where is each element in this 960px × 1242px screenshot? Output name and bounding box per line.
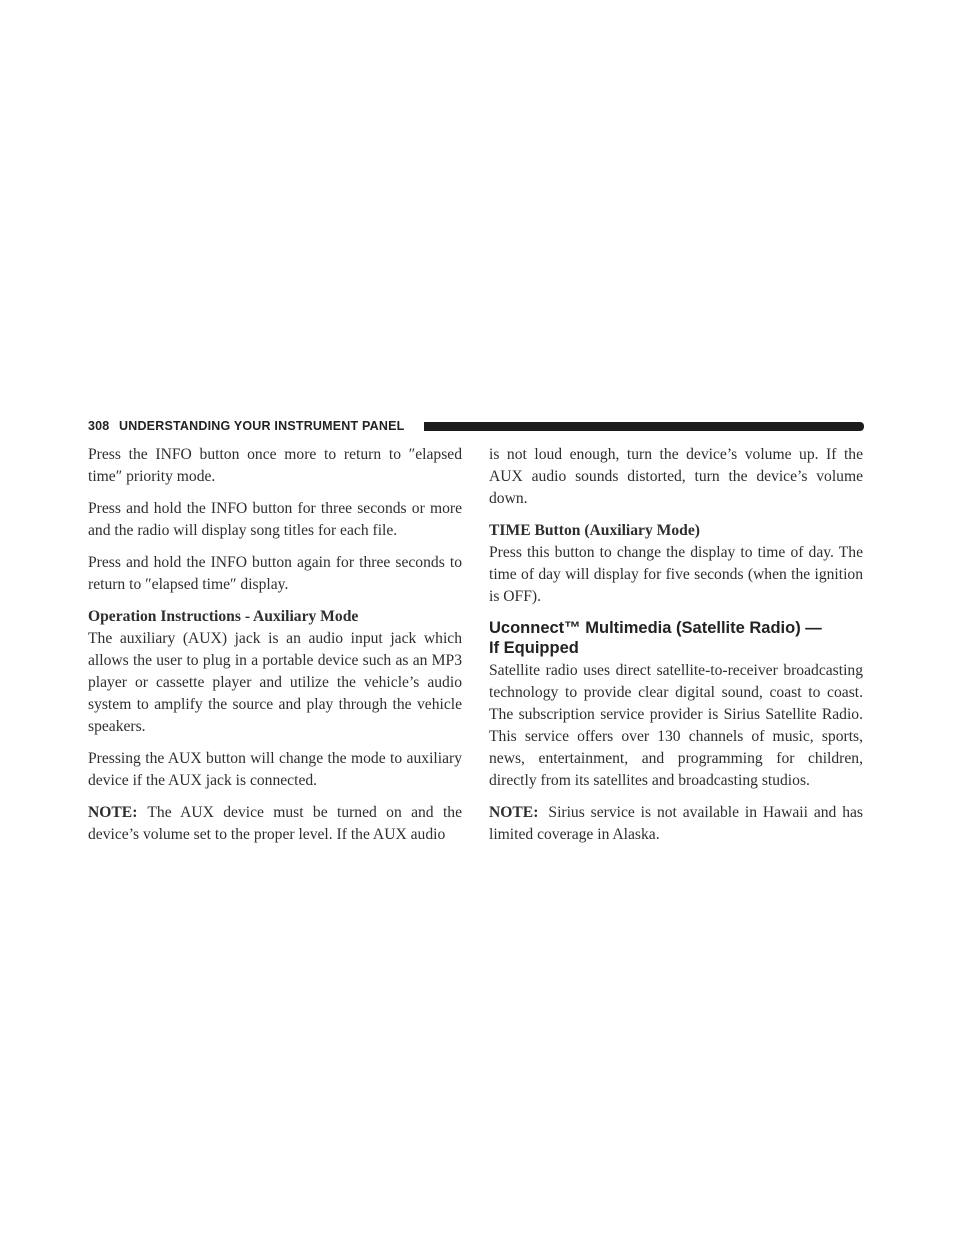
section-heading-line1: Uconnect™ Multimedia (Satellite Radio) —: [489, 619, 822, 637]
left-column: [88, 444, 462, 856]
paragraph: Pressing the AUX button will change the mode to auxiliary device if the AUX jack is connected.: [88, 750, 462, 789]
subheading-aux-mode: Operation Instructions - Auxiliary Mode: [88, 608, 359, 625]
paragraph: Press the INFO button once more to return to ″elapsed time″ priority mode.: [88, 446, 462, 485]
paragraph: Press and hold the INFO button again for three seconds to return to ″elapsed time″ display.: [88, 554, 462, 593]
paragraph: Press and hold the INFO button for three seconds or more and the radio will display song titles for each file.: [88, 500, 462, 539]
section-heading-line2: If Equipped: [489, 639, 579, 657]
note: [489, 802, 863, 846]
paragraph-text: The auxiliary (AUX) jack is an audio input jack which allows the user to plug in a portable device such as an MP3 player or cassette player and utilize the vehicle’s audio system to amplify the source and play through the vehicle speakers.: [88, 630, 462, 735]
note-text: Sirius service is not available in Hawaii and has limited coverage in Alaska.: [489, 804, 863, 843]
paragraph-text: Press this button to change the display to time of day. The time of day will display for five seconds (when the ignition is OFF).: [489, 544, 863, 605]
right-column: [489, 444, 863, 856]
time-section: [489, 520, 863, 608]
aux-section: [88, 606, 462, 738]
note-text: The AUX device must be turned on and the device’s volume set to the proper level. If the AUX audio: [88, 804, 462, 843]
header-rule: [424, 422, 864, 431]
paragraph: Satellite radio uses direct satellite-to-receiver broadcasting technology to provide clear digital sound, coast to coast. The subscription service provider is Sirius Satellite Radio. This service offers over 130 channels of music, sports, news, entertainment, and programming for children, directly from its satellites and broadcasting studios.: [489, 662, 863, 789]
paragraph: is not loud enough, turn the device’s volume up. If the AUX audio sounds distorted, turn the device’s volume down.: [489, 446, 863, 507]
note: [88, 802, 462, 846]
page-number: 308: [88, 419, 110, 433]
section-title: UNDERSTANDING YOUR INSTRUMENT PANEL: [119, 419, 405, 433]
page-header: [88, 418, 864, 434]
note-label: NOTE:: [88, 804, 138, 821]
section-heading: [489, 618, 863, 658]
subheading-time-button: TIME Button (Auxiliary Mode): [489, 522, 700, 539]
note-label: NOTE:: [489, 804, 539, 821]
